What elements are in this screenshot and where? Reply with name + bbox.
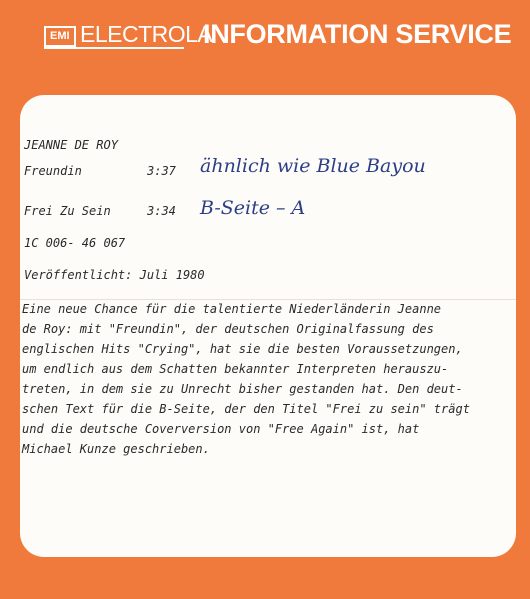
- description-line: englischen Hits "Crying", hat sie die besten Voraussetzungen,: [22, 342, 463, 356]
- description-line: Eine neue Chance für die talentierte Niederländerin Jeanne: [22, 302, 442, 316]
- paper-fold-line: [20, 299, 516, 300]
- service-title: INFORMATION SERVICE: [203, 19, 512, 49]
- track-2-duration: 3:34: [147, 204, 176, 218]
- catalog-number: 1C 006- 46 067: [24, 236, 126, 250]
- description-line: Michael Kunze geschrieben.: [22, 442, 210, 456]
- description-line: um endlich aus dem Schatten bekannter Interpreten herauszu-: [22, 362, 449, 376]
- track-2-title: Frei Zu Sein: [24, 204, 111, 218]
- description-line: schen Text für die B-Seite, der den Titel "Frei zu sein" trägt: [22, 402, 470, 416]
- track-2-handwritten-note: B-Seite – A: [200, 197, 306, 219]
- track-1-title: Freundin: [24, 164, 82, 178]
- track-1-handwritten-note: ähnlich wie Blue Bayou: [200, 155, 426, 177]
- emi-logo: EMI: [44, 26, 76, 47]
- header: [0, 0, 530, 92]
- brand-underline: [44, 47, 184, 49]
- description-line: treten, in dem sie zu Unrecht bisher gestanden hat. Den deut-: [22, 382, 463, 396]
- description-line: und die deutsche Coverversion von "Free Again" ist, hat: [22, 422, 420, 436]
- description-line: de Roy: mit "Freundin", der deutschen Originalfassung des: [22, 322, 434, 336]
- info-card: [20, 95, 516, 557]
- brand-name: ELECTROLA: [80, 21, 213, 47]
- artist-name: JEANNE DE ROY: [24, 138, 118, 152]
- release-date: Veröffentlicht: Juli 1980: [24, 268, 205, 282]
- track-1-duration: 3:37: [147, 164, 176, 178]
